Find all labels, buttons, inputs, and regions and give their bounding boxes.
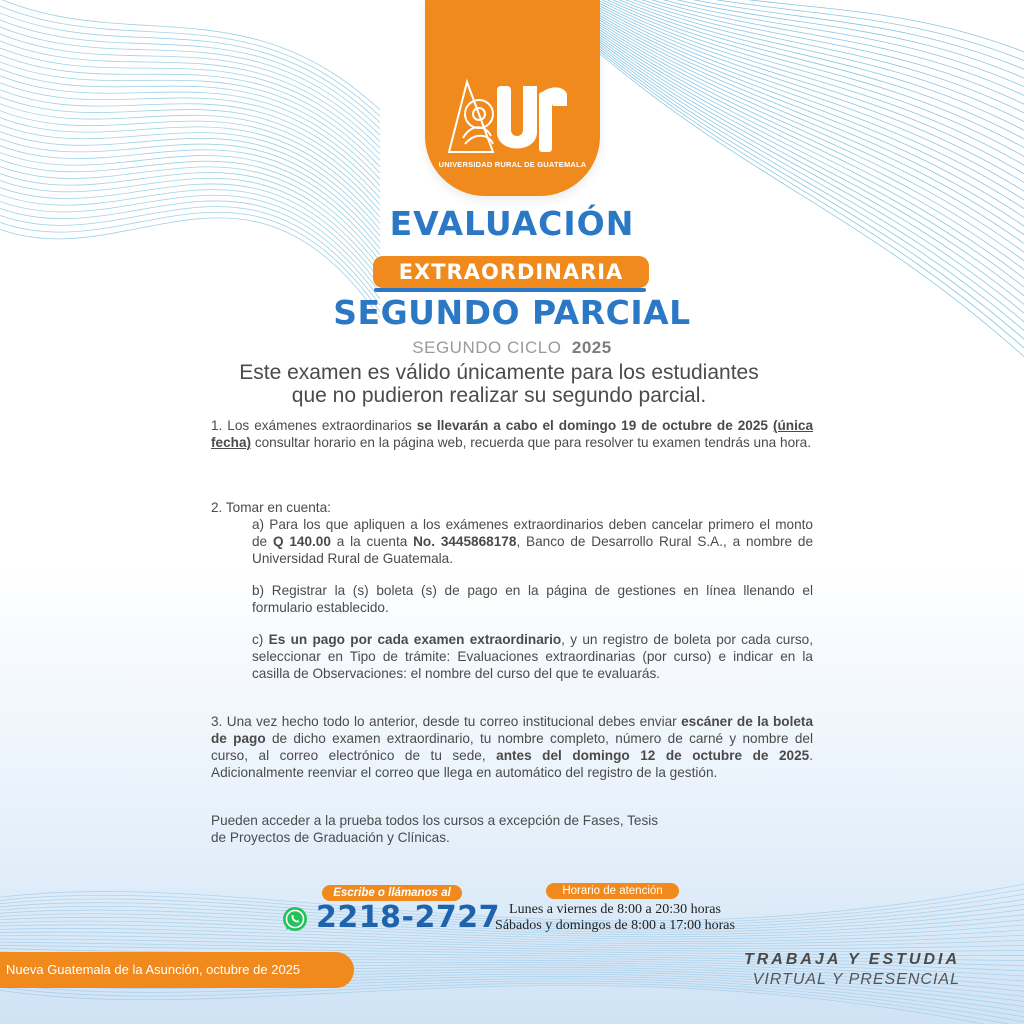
title-segundo-parcial: SEGUNDO PARCIAL: [333, 293, 691, 332]
place-date-bar: Nueva Guatemala de la Asunción, octubre de 2025: [0, 952, 354, 988]
institution-name: UNIVERSIDAD RURAL DE GUATEMALA: [438, 160, 587, 169]
lead-statement: [150, 361, 848, 407]
slogan: [740, 950, 960, 990]
slogan-line-2: VIRTUAL Y PRESENCIAL: [752, 971, 960, 988]
lead-line-1: Este examen es válido únicamente para los estudiantes: [239, 361, 759, 384]
point-2a: [252, 516, 813, 567]
point-1-date: se llevarán a cabo el domingo 19 de octubre de 2025: [416, 418, 768, 433]
point-1-rest: consultar horario en la página web, recuerda que para resolver tu examen tendrás una hora.: [251, 435, 811, 450]
point-2a-rest: , Banco de Desarrollo Rural S.A., a nombre de Universidad Rural de Guatemala.: [252, 534, 814, 566]
title-extraordinaria-pill: EXTRAORDINARIA: [373, 256, 649, 288]
point-3-rest: . Adicionalmente reenviar el correo que llega en automático del registro de la gestión.: [211, 748, 813, 780]
whatsapp-icon: [281, 905, 309, 933]
note-line-1: Pueden acceder a la prueba todos los cursos a excepción de Fases, Tesis: [211, 813, 659, 828]
point-2b: b) Registrar la (s) boleta (s) de pago en la página de gestiones en línea llenando el formulario establecido.: [252, 583, 813, 615]
point-2a-text: a) Para los que apliquen a los exámenes extraordinarios deben cancelar primero el monto de: [252, 517, 813, 549]
point-3: [211, 713, 813, 781]
point-1: [211, 417, 813, 451]
hours-weekends: Sábados y domingos de 8:00 a 17:00 horas: [495, 918, 735, 933]
note-line-2: de Proyectos de Graduación y Clínicas.: [211, 830, 450, 845]
cycle-year: 2025: [571, 338, 612, 357]
hours-weekdays: Lunes a viernes de 8:00 a 20:30 horas: [509, 902, 721, 917]
eligibility-note: [211, 812, 813, 846]
point-1-text: 1. Los exámenes extraordinarios: [211, 418, 417, 433]
bank-account-number: No. 3445868178: [413, 534, 517, 549]
point-2a-mid: a la cuenta: [330, 534, 414, 549]
office-hours: [480, 902, 750, 934]
payment-amount: Q 140.00: [272, 534, 331, 549]
lead-line-2: que no pudieron realizar su segundo parcial.: [291, 384, 707, 407]
point-3-mid: de dicho examen extraordinario, tu nombre completo, número de carné y nombre del curso, al correo electrónico de tu sede,: [211, 731, 813, 763]
university-logo-badge: [425, 0, 600, 196]
point-2-heading: 2. Tomar en cuenta:: [211, 500, 331, 515]
point-2c: [252, 631, 813, 682]
point-3-bold-scan: escáner de la boleta de pago: [211, 714, 814, 746]
phone-number[interactable]: 2218-2727: [316, 900, 500, 935]
hours-label-pill: Horario de atención: [546, 883, 679, 899]
cycle-text: SEGUNDO CICLO: [412, 338, 562, 357]
cycle-label: [0, 338, 1024, 358]
university-logo-icon: [445, 72, 580, 162]
point-2c-bold: Es un pago por cada examen extraordinario: [268, 632, 562, 647]
point-3-deadline: antes del domingo 12 de octubre de 2025: [496, 748, 810, 763]
call-label-pill: Escribe o llámanos al: [322, 885, 462, 901]
point-2c-prefix: c): [252, 632, 269, 647]
point-3-text: 3. Una vez hecho todo lo anterior, desde tu correo institucional debes enviar: [211, 714, 682, 729]
title-divider-bottom: [374, 288, 646, 292]
slogan-line-1: TRABAJA Y ESTUDIA: [743, 951, 960, 968]
title-evaluacion: EVALUACIÓN: [389, 204, 635, 243]
point-1-only-date: (única fecha): [211, 418, 813, 450]
point-2c-rest: , y un registro de boleta por cada curso, seleccionar en Tipo de trámite: Evaluaciones extraordinarias (por curso) e indicar en la casilla de Observaciones: el nombre del curso del que te evaluarás.: [252, 632, 813, 681]
